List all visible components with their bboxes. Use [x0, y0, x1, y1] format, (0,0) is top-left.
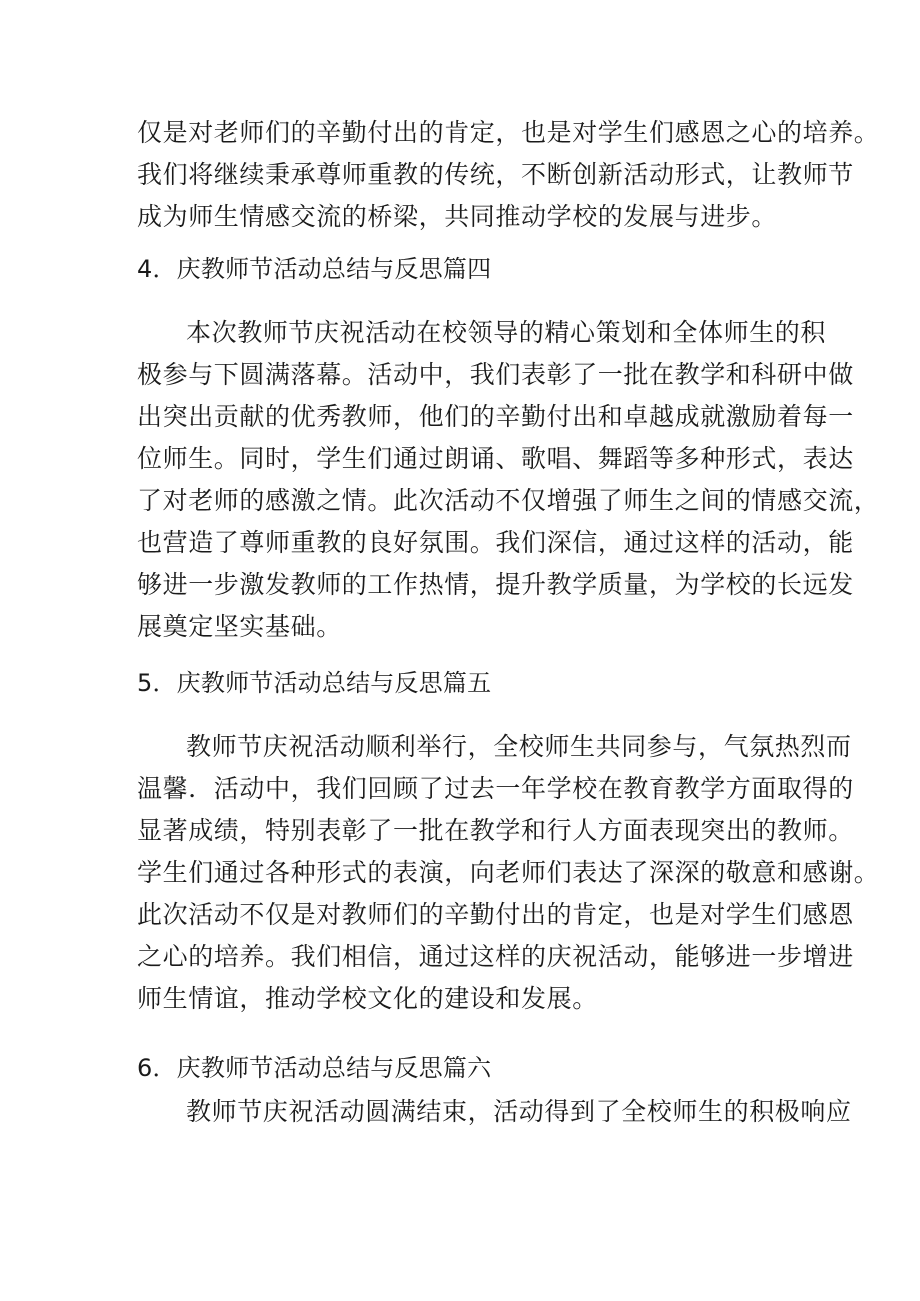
paragraph-line: 学生们通过各种形式的表演，向老师们表达了深深的敬意和感谢。	[137, 858, 880, 887]
paragraph-line: 之心的培养。我们相信，通过这样的庆祝活动，能够进一步增进	[137, 942, 854, 971]
paragraph-line: 师生情谊，推动学校文化的建设和发展。	[137, 984, 598, 1013]
paragraph-line: 位师生。同时，学生们通过朗诵、歌唱、舞蹈等多种形式，表达	[137, 444, 854, 473]
paragraph-line: 显著成绩，特别表彰了一批在教学和行人方面表现突出的教师。	[137, 816, 854, 845]
section-heading: 5．庆教师节活动总结与反思篇五	[137, 669, 492, 697]
paragraph-line: 本次教师节庆祝活动在校领导的精心策划和全体师生的积	[186, 318, 827, 347]
paragraph-line: 也营造了尊师重教的良好氛围。我们深信，通过这样的活动，能	[137, 528, 854, 557]
paragraph-line: 够进一步激发教师的工作热情，提升教学质量，为学校的长远发	[137, 570, 854, 599]
paragraph-line: 了对老师的感激之情。此次活动不仅增强了师生之间的情感交流，	[137, 486, 880, 515]
paragraph-line: 我们将继续秉承尊师重教的传统，不断创新活动形式，让教师节	[137, 160, 854, 189]
paragraph-line: 极参与下圆满落幕。活动中，我们表彰了一批在教学和科研中做	[137, 360, 854, 389]
paragraph-line: 成为师生情感交流的桥梁，共同推动学校的发展与进步。	[137, 202, 778, 231]
paragraph-line: 温馨．活动中，我们回顾了过去一年学校在教育教学方面取得的	[137, 774, 854, 803]
section-heading: 6．庆教师节活动总结与反思篇六	[137, 1054, 492, 1082]
section-heading: 4．庆教师节活动总结与反思篇四	[137, 255, 492, 283]
paragraph-line: 此次活动不仅是对教师们的辛勤付出的肯定，也是对学生们感恩	[137, 900, 854, 929]
paragraph-line: 教师节庆祝活动顺利举行，全校师生共同参与，气氛热烈而	[186, 732, 852, 761]
paragraph-line: 教师节庆祝活动圆满结束，活动得到了全校师生的积极响应	[186, 1097, 852, 1126]
paragraph-line: 出突出贡献的优秀教师，他们的辛勤付出和卓越成就激励着每一	[137, 402, 854, 431]
paragraph-line: 仅是对老师们的辛勤付出的肯定，也是对学生们感恩之心的培养。	[137, 118, 880, 147]
paragraph-line: 展奠定坚实基础。	[137, 612, 342, 641]
